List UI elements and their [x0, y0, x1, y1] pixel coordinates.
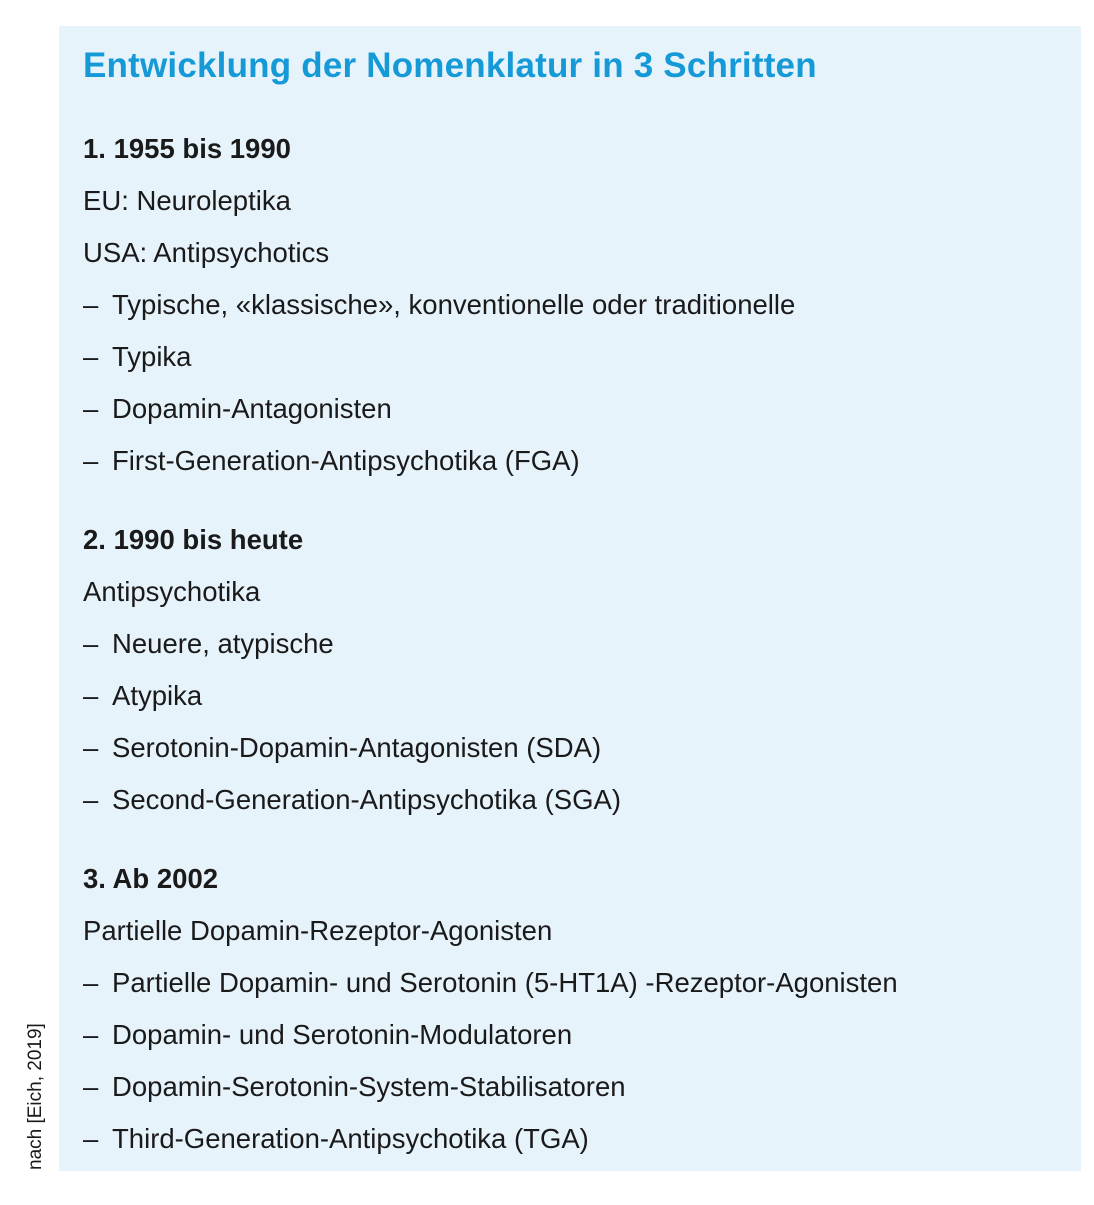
box-title: Entwicklung der Nomenklatur in 3 Schritten — [83, 46, 817, 85]
source-citation: nach [Eich, 2019] — [25, 1023, 46, 1170]
list-item-text: Second-Generation-Antipsychotika (SGA) — [112, 784, 621, 815]
dash-bullet: – — [83, 341, 99, 372]
list-item-text: Typische, «klassische», konventionelle oder traditionelle — [112, 289, 796, 320]
list-item — [83, 1009, 898, 1061]
list-item-text: Atypika — [112, 680, 203, 711]
list-item-text: First-Generation-Antipsychotika (FGA) — [112, 445, 580, 476]
list-item-text: Serotonin-Dopamin-Antagonisten (SDA) — [112, 732, 602, 763]
dash-bullet: – — [83, 967, 99, 998]
section-ab-2002 — [83, 853, 898, 1165]
dash-bullet: – — [83, 1019, 99, 1050]
list-item-text: Partielle Dopamin- und Serotonin (5-HT1A) -Rezeptor-Agonisten — [112, 967, 898, 998]
dash-bullet: – — [83, 1123, 99, 1154]
dash-bullet: – — [83, 393, 99, 424]
list-item-text: Dopamin-Antagonisten — [112, 393, 392, 424]
list-item-text: Third-Generation-Antipsychotika (TGA) — [112, 1123, 589, 1154]
list-item — [83, 722, 621, 774]
text-line: Antipsychotika — [83, 576, 261, 607]
section-heading: 1. 1955 bis 1990 — [83, 133, 291, 164]
list-item-text: Neuere, atypische — [112, 628, 334, 659]
list-item-text: Typika — [112, 341, 192, 372]
list-item-text: Dopamin- und Serotonin-Modulatoren — [112, 1019, 573, 1050]
list-item — [83, 383, 795, 435]
list-item — [83, 279, 795, 331]
dash-bullet: – — [83, 445, 99, 476]
list-item — [83, 957, 898, 1009]
dash-bullet: – — [83, 732, 99, 763]
section-heading: 3. Ab 2002 — [83, 863, 219, 894]
section-1955-1990 — [83, 123, 795, 487]
dash-bullet: – — [83, 289, 99, 320]
text-line: Partielle Dopamin-Rezeptor-Agonisten — [83, 915, 553, 946]
list-item — [83, 331, 795, 383]
list-item-text: Dopamin-Serotonin-System-Stabilisatoren — [112, 1071, 626, 1102]
dash-bullet: – — [83, 680, 99, 711]
list-item — [83, 1113, 898, 1165]
text-line: EU: Neuroleptika — [83, 185, 291, 216]
list-item — [83, 435, 795, 487]
list-item — [83, 670, 621, 722]
section-heading: 2. 1990 bis heute — [83, 524, 304, 555]
section-1990-heute — [83, 514, 621, 826]
info-box — [59, 26, 1081, 1171]
text-line: USA: Antipsychotics — [83, 237, 330, 268]
list-item — [83, 774, 621, 826]
list-item — [83, 618, 621, 670]
dash-bullet: – — [83, 1071, 99, 1102]
dash-bullet: – — [83, 784, 99, 815]
dash-bullet: – — [83, 628, 99, 659]
list-item — [83, 1061, 898, 1113]
